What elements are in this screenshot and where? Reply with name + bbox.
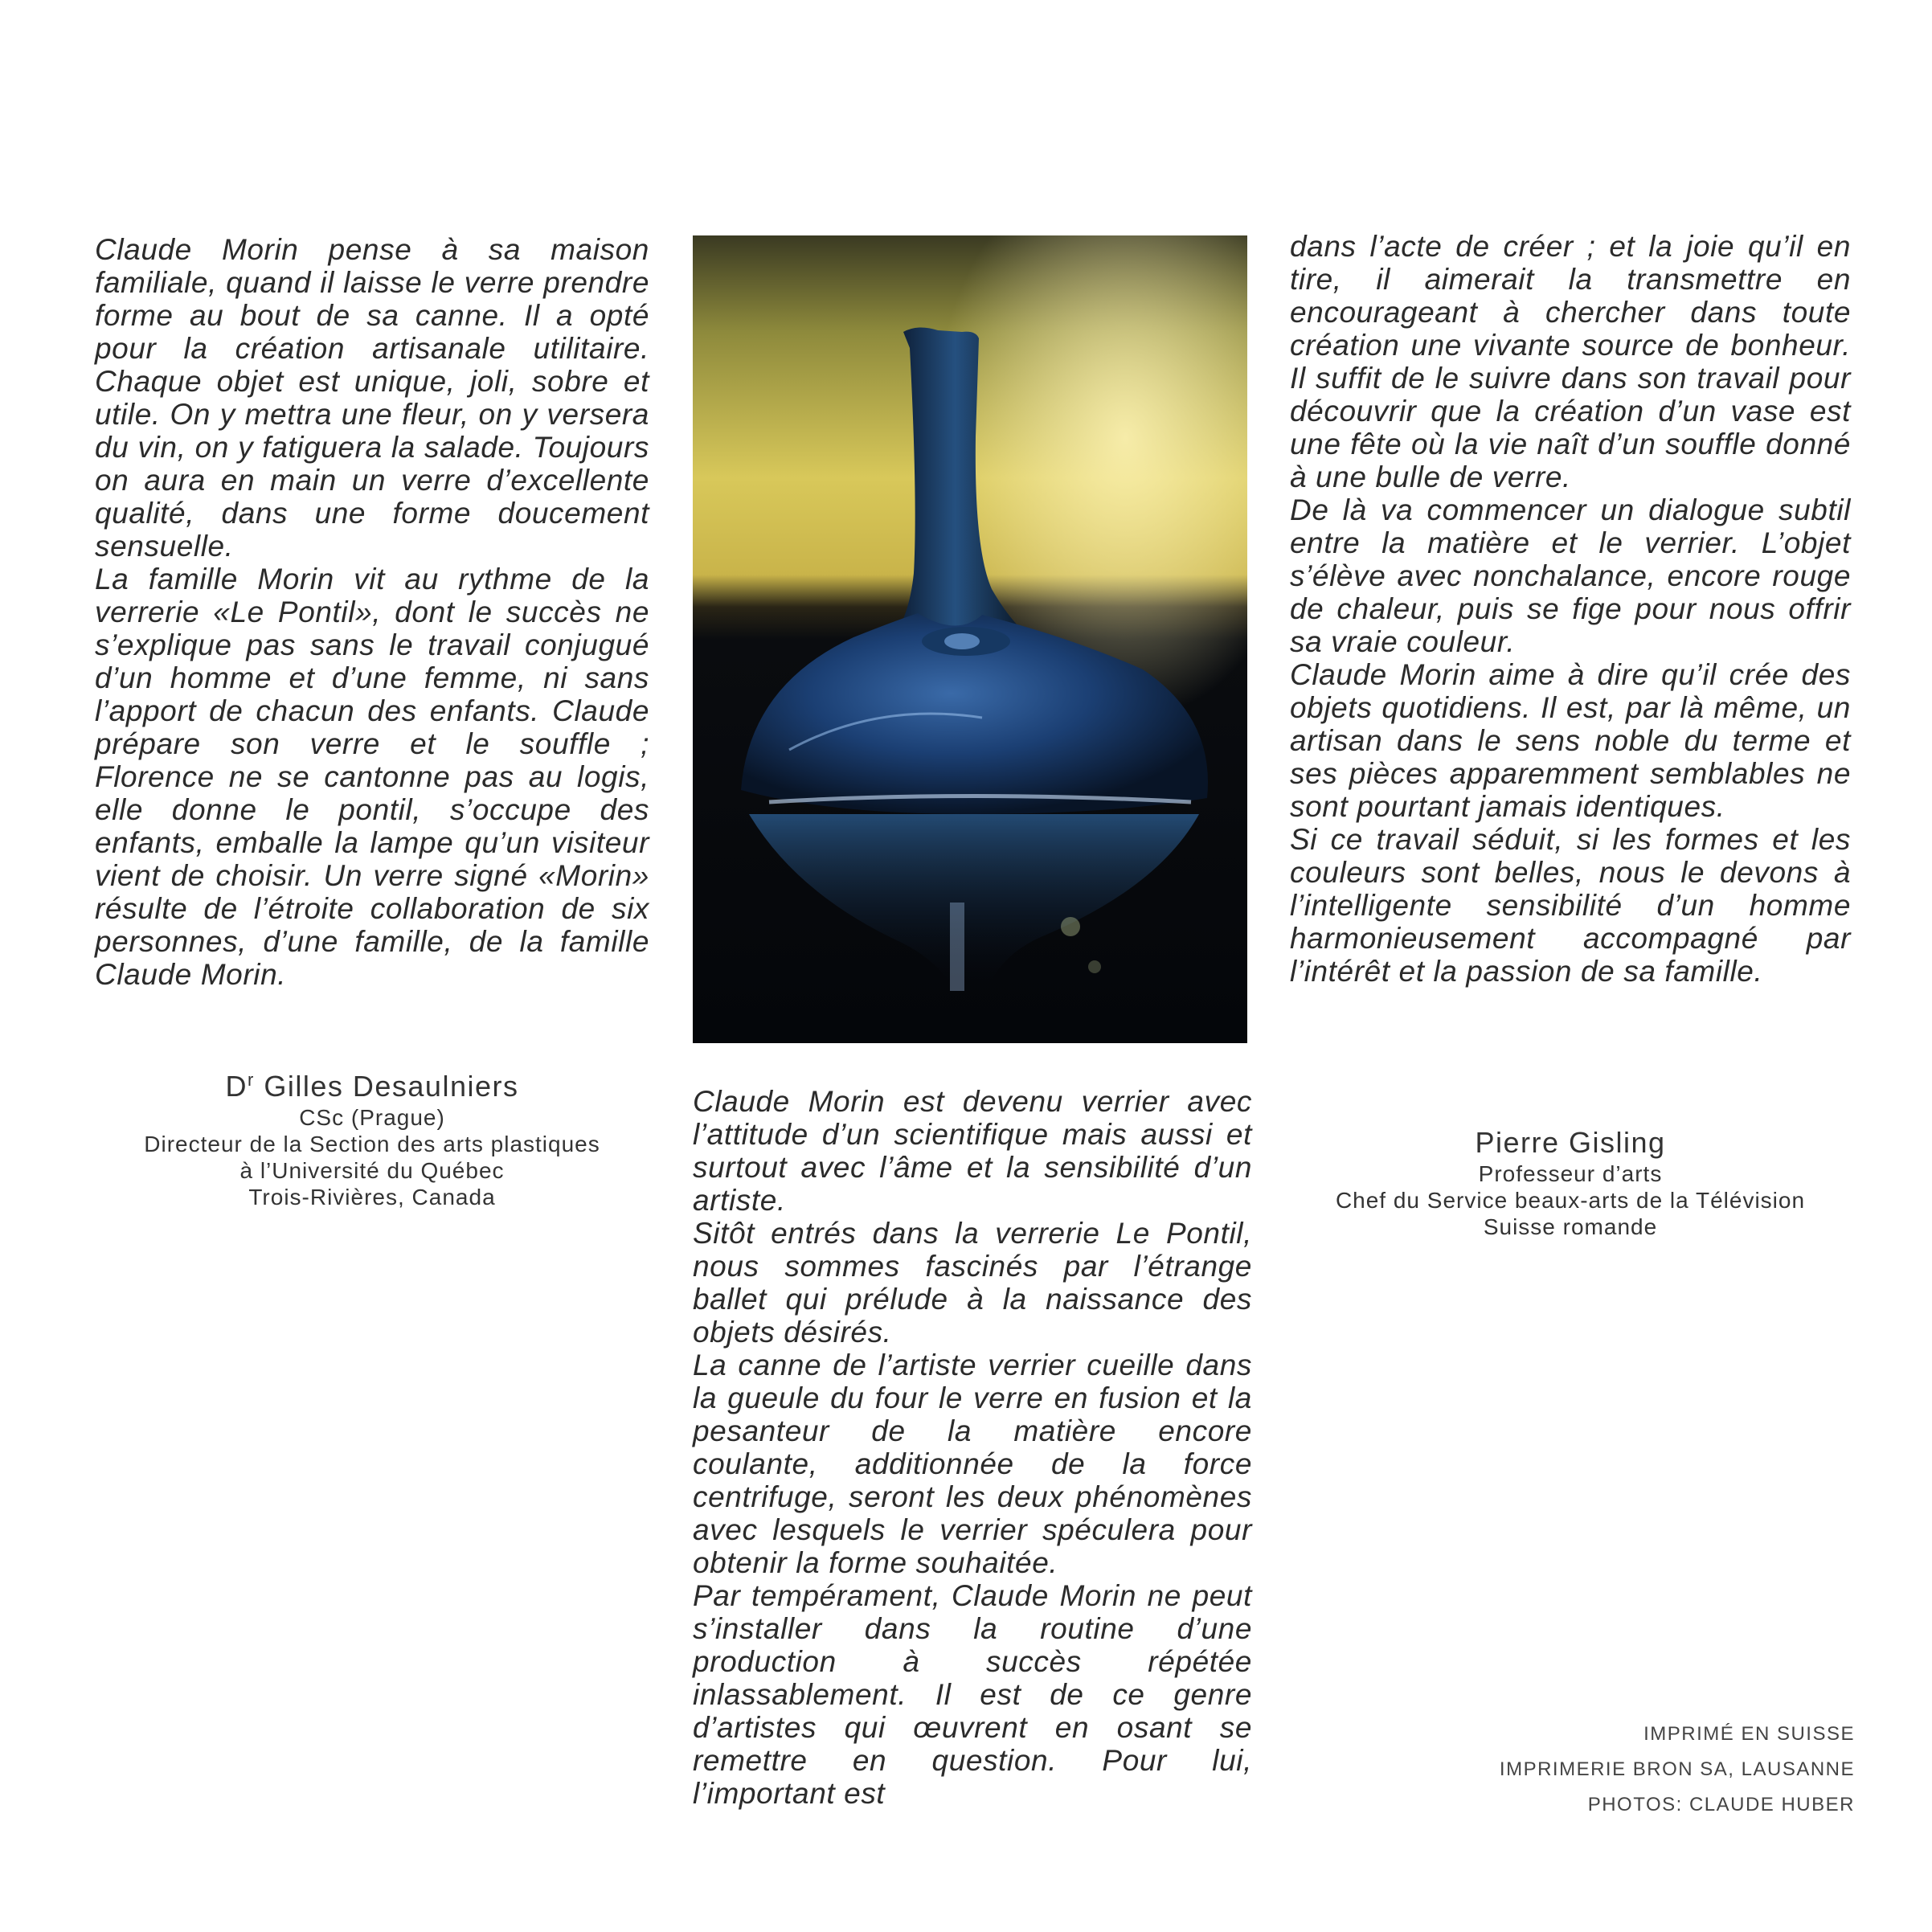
left-paragraph-1: Claude Morin pense à sa maison familiale, quand il laisse le verre prendre forme au bout de sa canne. Il a opté pour la création artisanale utilitaire. Chaque objet est unique, joli, sobre et utile. On y mettra une fleur, on y versera du vin, on y fatiguera la salade. Toujours on aura en main un verre d’excellente qualité, dans une forme doucement sensuelle. <box>95 233 649 563</box>
right-signature-line: Suisse romande <box>1483 1214 1658 1239</box>
left-signature-line: CSc (Prague) <box>299 1105 445 1130</box>
middle-text-column <box>693 1085 1252 1810</box>
left-signature-name: $D^r$ Gilles Desaulniers <box>225 1070 519 1103</box>
right-paragraph-4: Si ce travail séduit, si les formes et les couleurs sont belles, nous le devons à l’intelligente sensibilité d’un homme harmonieusement accompagné par l’intérêt et la passion de sa famille. <box>1290 823 1851 988</box>
left-signature <box>95 1062 649 1210</box>
middle-paragraph-4: Par tempérament, Claude Morin ne peut s’installer dans la routine d’une production à succès répétée inlassablement. Il est de ce genre d’artistes qui œuvrent en osant se remettre en question. Pour lui, l’important est <box>693 1579 1252 1810</box>
title-superscript: r <box>248 1070 255 1090</box>
right-paragraph-1: dans l’acte de créer ; et la joie qu’il en tire, il aimerait la transmettre en encourageant à chercher dans toute création une vivante source de bonheur. Il suffit de le suivre dans son travail pour découvrir que la création d’un vase est une fête où la vie naît d’un souffle donné à une bulle de verre. <box>1290 230 1851 493</box>
glass-vase-photo <box>693 235 1247 1043</box>
right-text-column <box>1290 230 1851 988</box>
left-signature-line: Trois-Rivières, Canada <box>248 1185 496 1210</box>
middle-paragraph-3: La canne de l’artiste verrier cueille dans la gueule du four le verre en fusion et la pesanteur de la matière encore coulante, additionnée de la force centrifuge, seront les deux phénomènes avec lesquels le verrier spéculera pour obtenir la forme souhaitée. <box>693 1349 1252 1579</box>
right-signature-line: Professeur d’arts <box>1478 1161 1663 1186</box>
right-paragraph-3: Claude Morin aime à dire qu’il crée des objets quotidiens. Il est, par là même, un artisan dans le sens noble du terme et ses pièces apparemment semblables ne sont pourtant jamais identiques. <box>1290 658 1851 823</box>
left-paragraph-2: La famille Morin vit au rythme de la verrerie «Le Pontil», dont le succès ne s’explique pas sans le travail conjugué d’un homme et d’une femme, ni sans l’apport de chacun des enfants. Claude prépare son verre et le souffle ; Florence ne se cantonne pas au logis, elle donne le pontil, s’occupe des enfants, emballe la lampe qu’un visiteur vient de choisir. Un verre signé «Morin» résulte de l’étroite collaboration de six personnes, d’une famille, de la famille Claude Morin. <box>95 563 649 991</box>
colophon-line: IMPRIMERIE BRON SA, LAUSANNE <box>1499 1758 1855 1780</box>
right-signature-name: Pierre Gisling <box>1475 1126 1666 1159</box>
right-paragraph-2: De là va commencer un dialogue subtil entre la matière et le verrier. L’objet s’élève avec nonchalance, encore rouge de chaleur, puis se fige pour nous offrir sa vraie couleur. <box>1290 493 1851 658</box>
left-signature-line: Directeur de la Section des arts plastiques <box>144 1132 600 1156</box>
colophon-line: IMPRIMÉ EN SUISSE <box>1643 1723 1855 1745</box>
right-signature <box>1290 1125 1851 1240</box>
colophon-line: PHOTOS: CLAUDE HUBER <box>1587 1794 1855 1815</box>
right-signature-line: Chef du Service beaux-arts de la Télévision <box>1335 1188 1806 1213</box>
vase-illustration <box>693 235 1247 1043</box>
middle-paragraph-1: Claude Morin est devenu verrier avec l’attitude d’un scientifique mais aussi et surtout avec l’âme et la sensibilité d’un artiste. <box>693 1085 1252 1217</box>
middle-paragraph-2: Sitôt entrés dans la verrerie Le Pontil, nous sommes fascinés par l’étrange ballet qui prélude à la naissance des objets désirés. <box>693 1217 1252 1349</box>
left-text-column <box>95 233 649 991</box>
colophon <box>1500 1717 1855 1823</box>
left-signature-line: à l’Université du Québec <box>239 1158 505 1183</box>
